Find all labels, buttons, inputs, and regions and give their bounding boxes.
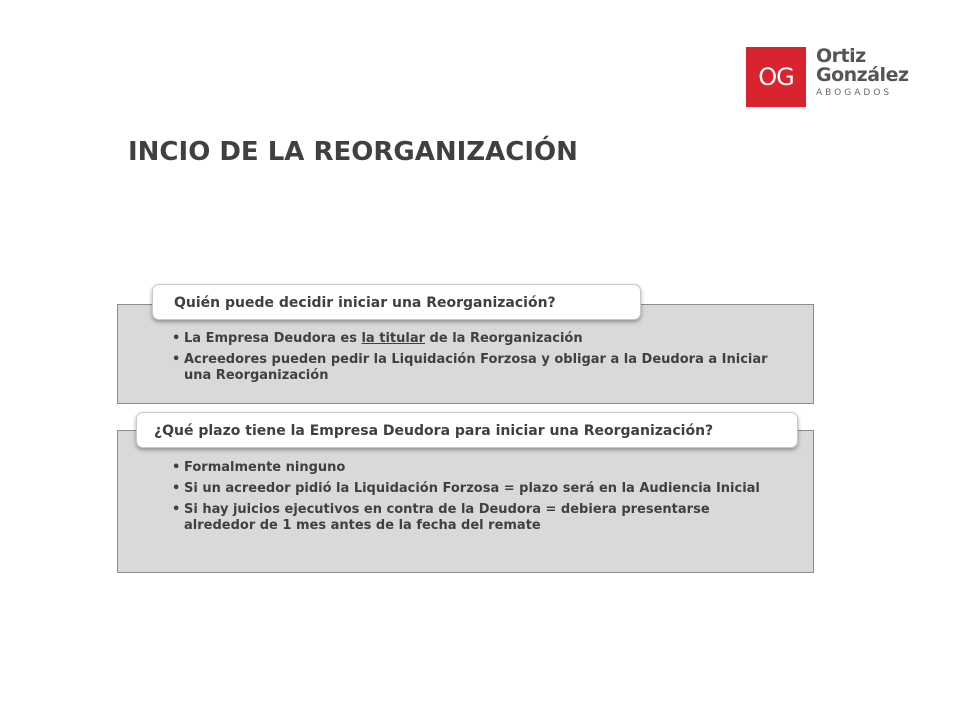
logo-line-2: González: [816, 64, 909, 86]
bullet-text: Acreedores pueden pedir la Liquidación Forzosa y obligar a la Deudora a Iniciar una Reorganización: [184, 352, 768, 383]
bullet-text: de la Reorganización: [425, 331, 583, 346]
bullet-dot: •: [172, 502, 181, 517]
bullet-list-who-can-initiate: [172, 331, 772, 389]
bullet-item: [172, 502, 772, 534]
question-who-can-initiate: Quién puede decidir iniciar una Reorganización?: [152, 284, 641, 320]
bullet-dot: •: [172, 481, 181, 496]
bullet-text: Si un acreedor pidió la Liquidación Forzosa = plazo será en la Audiencia Inicial: [184, 481, 760, 496]
bullet-item: [172, 352, 772, 384]
bullet-text-underlined: la titular: [361, 331, 426, 346]
bullet-item: [172, 331, 772, 347]
bullet-item: [172, 460, 772, 476]
logo-subtitle: ABOGADOS: [816, 88, 893, 98]
company-logo: [746, 47, 926, 107]
page-title: INCIO DE LA REORGANIZACIÓN: [128, 137, 578, 167]
logo-line-1: Ortiz: [816, 45, 866, 67]
bullet-text: La Empresa Deudora es: [184, 331, 362, 346]
bullet-list-deadline: [172, 460, 772, 539]
bullet-dot: •: [172, 460, 181, 475]
logo-wordmark: [816, 47, 926, 100]
bullet-text: Formalmente ninguno: [184, 460, 346, 475]
logo-mark: OG: [746, 47, 806, 107]
bullet-item: [172, 481, 772, 497]
bullet-dot: •: [172, 331, 181, 346]
bullet-dot: •: [172, 352, 181, 367]
bullet-text: Si hay juicios ejecutivos en contra de la Deudora = debiera presentarse alrededor de 1 mes antes de la fecha del remate: [184, 502, 710, 533]
question-deadline: ¿Qué plazo tiene la Empresa Deudora para iniciar una Reorganización?: [136, 412, 798, 448]
